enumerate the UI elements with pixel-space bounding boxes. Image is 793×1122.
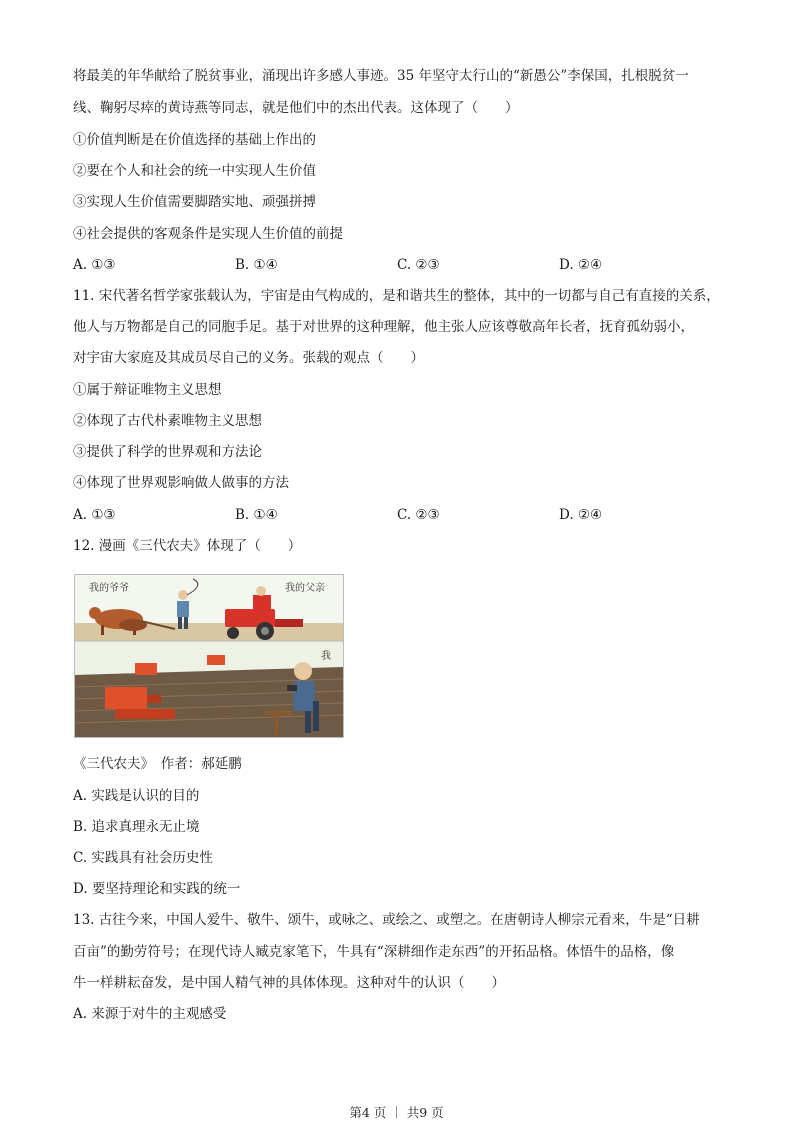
label-me: 我 bbox=[321, 651, 331, 662]
q10-stem-line-1: 将最美的年华献给了脱贫事业，涌现出许多感人事迹。35 年坚守太行山的“新愚公”李保国，扎根脱贫一 bbox=[73, 68, 689, 84]
q13-option-a[interactable]: A. 来源于对牛的主观感受 bbox=[73, 1006, 227, 1022]
q13-stem-line-1: 13. 古往今来，中国人爱牛、敬牛、颂牛，或咏之、或绘之、或塑之。在唐朝诗人柳宗元看来，牛是“日耕 bbox=[73, 912, 700, 928]
q10-stem-line-2: 线、鞠躬尽瘁的黄诗燕等同志，就是他们中的杰出代表。这体现了（ ） bbox=[73, 100, 519, 116]
q10-statement-4: ④社会提供的客观条件是实现人生价值的前提 bbox=[73, 226, 343, 242]
q12-option-a[interactable]: A. 实践是认识的目的 bbox=[73, 788, 200, 804]
q11-stem-line-2: 他人与万物都是自己的同胞手足。基于对世界的这种理解，他主张人应该尊敬高年长者，抚育孤幼弱小， bbox=[73, 319, 694, 335]
q11-statement-2: ②体现了古代朴素唯物主义思想 bbox=[73, 413, 262, 429]
label-father: 我的父亲 bbox=[285, 583, 325, 594]
q12-stem: 12. 漫画《三代农夫》体现了（ ） bbox=[73, 538, 302, 554]
q10-option-b[interactable]: B. ①④ bbox=[235, 257, 278, 273]
q13-stem-line-3: 牛一样耕耘奋发，是中国人精气神的具体体现。这种对牛的认识（ ） bbox=[73, 975, 505, 991]
q10-option-a[interactable]: A. ①③ bbox=[73, 257, 116, 273]
cartoon-three-generations-farmers bbox=[74, 574, 344, 738]
q11-statement-3: ③提供了科学的世界观和方法论 bbox=[73, 444, 262, 460]
q11-stem-line-1: 11. 宋代著名哲学家张载认为，宇宙是由气构成的，是和谐共生的整体，其中的一切都与自己有直接的关系， bbox=[73, 288, 720, 304]
q13-stem-line-2: 百亩”的勤劳符号；在现代诗人臧克家笔下，牛具有“深耕细作走东西”的开拓品格。体悟牛的品格，像 bbox=[73, 944, 675, 960]
q10-statement-3: ③实现人生价值需要脚踏实地、顽强拼搏 bbox=[73, 194, 316, 210]
q12-option-d[interactable]: D. 要坚持理论和实践的统一 bbox=[73, 881, 241, 897]
q12-option-c[interactable]: C. 实践具有社会历史性 bbox=[73, 850, 213, 866]
q11-option-c[interactable]: C. ②③ bbox=[397, 507, 440, 523]
q11-statement-4: ④体现了世界观影响做人做事的方法 bbox=[73, 475, 289, 491]
q10-statement-2: ②要在个人和社会的统一中实现人生价值 bbox=[73, 163, 316, 179]
q11-statement-1: ①属于辩证唯物主义思想 bbox=[73, 382, 222, 398]
cartoon-drawing bbox=[75, 575, 343, 737]
cartoon-caption: 《三代农夫》 作者：郝延鹏 bbox=[73, 756, 242, 772]
q10-option-d[interactable]: D. ②④ bbox=[559, 257, 603, 273]
q12-option-b[interactable]: B. 追求真理永无止境 bbox=[73, 819, 200, 835]
label-grandfather: 我的爷爷 bbox=[89, 583, 129, 594]
q10-option-c[interactable]: C. ②③ bbox=[397, 257, 440, 273]
page-footer: 第4 页 ｜ 共9 页 bbox=[349, 1105, 444, 1120]
q11-option-d[interactable]: D. ②④ bbox=[559, 507, 603, 523]
q11-option-a[interactable]: A. ①③ bbox=[73, 507, 116, 523]
q11-option-b[interactable]: B. ①④ bbox=[235, 507, 278, 523]
q10-statement-1: ①价值判断是在价值选择的基础上作出的 bbox=[73, 132, 316, 148]
q11-stem-line-3: 对宇宙大家庭及其成员尽自己的义务。张载的观点（ ） bbox=[73, 350, 424, 366]
